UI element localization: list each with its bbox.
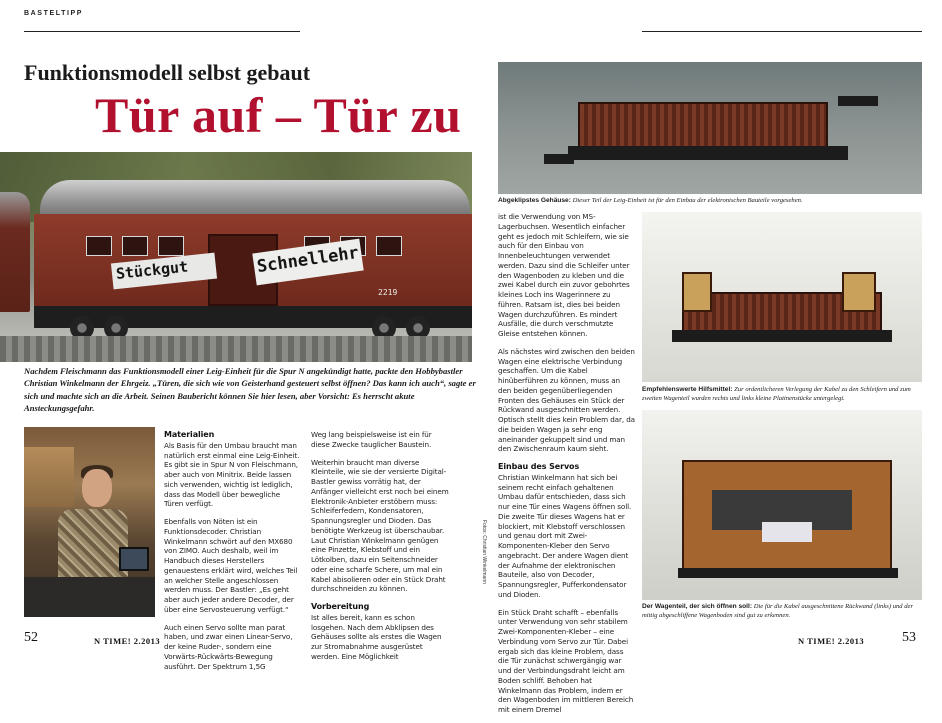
hero-car-number: 2219 [378, 288, 398, 297]
text-column-1 [164, 430, 301, 679]
paragraph: Weiterhin braucht man diverse Kleinteile, wie sie der versierte Digital-Bastler gewiss vorrätig hat, der Anfänger vielleicht erst noch bei einem Elektronik-Anbieter erstöbern muss: Schleiferfedern, Kondensatoren, Spannungsregler und Dioden. Das benötigte Werkzeug ist überschaubar. Laut Christian Winkelmann genügen eine Pinzette, Klebstoff und ein Lötkolben, dazu ein Seitenschneider oder eine scharfe Schere, um mal ein Kabel abisolieren oder ein Stück Draht durchschneiden zu können. [311, 457, 449, 594]
text-column-3 [498, 212, 635, 723]
paragraph: Auch einen Servo sollte man parat haben, und zwar einen Linear-Servo, der keine Ruder-, sondern eine Vorwärts-Rückwärts-Bewegung ausführt. Der Spektrum 1,5G [164, 622, 293, 671]
caption-photo-2 [642, 386, 922, 403]
issue-label-right: N TIME! 2.2013 [798, 636, 865, 646]
section-heading-einbau-des-servos: Einbau des Servos [498, 462, 580, 471]
caption-photo-3 [642, 603, 922, 620]
paragraph: Weg lang beispielsweise ist ein für diese Zwecke tauglicher Baustein. [311, 430, 432, 449]
hero-photo [0, 152, 472, 362]
article-subtitle: Funktionsmodell selbst gebaut [24, 60, 311, 85]
paragraph: Ein Stück Draht schafft – ebenfalls unter Verwendung von sehr stabilem Zwei-Komponenten-Kleber – eine Verbindung vom Servo zur Tür. Dabei ergab sich das kleine Problem, dass die Tür zunächst schwergängig war und der Verbindungsdraht leicht am Boden schliff. Behoben hat Winkelmann das Problem, indem er den Wagenboden im mittleren Bereich mit einem Dremel [498, 607, 634, 714]
caption-label: Empfehlenswerte Hilfsmittel: [642, 386, 733, 393]
caption-text: Dieser Teil der Leig-Einheit ist für den Einbau der elektronischen Bauteile vorgesehen. [572, 197, 803, 204]
article-headline: Tür auf – Tür zu [95, 87, 462, 143]
issue-label-left: N TIME! 2.2013 [94, 636, 161, 646]
paragraph: Als nächstes wird zwischen den beiden Wagen eine elektrische Verbindung geschaffen. Um die Kabel hinüberführen zu können, muss an den beiden gegenüberliegenden Fronten des Gehäuses ein Stück der Rückwand ausgeschnitten werden. Optisch stellt dies kein Problem dar, da die beiden Wagen ja sehr eng aneinander gekuppelt sind und man den Zwischenraum kaum sieht. [498, 346, 635, 454]
caption-label: Abgeklipstes Gehäuse: [498, 197, 571, 204]
paragraph: Ebenfalls von Nöten ist ein Funktionsdecoder. Christian Winkelmann schwört auf den MX680 von ZIMO. Auch deshalb, weil im Handbuch dieses Herstellers genauestens erklärt wird, welches Teil an welcher Stelle angeschlossen werden muss. Der Bastler: „Es geht aber auch jeder andere Decoder, der über eine Servosteuerung verfügt.“ [164, 517, 298, 614]
photo-flatcar-top [498, 62, 922, 194]
article-lead: Nachdem Fleischmann das Funktionsmodell einer Leig-Einheit für die Spur N angekündigt hatte, packte den Hobbybastler Christian Winkelmann der Ehrgeiz. „Türen, die sich wie von Geisterhand gesteuert selbst öffnen? Das kann ich auch“, sagte er sich und machte sich an die Arbeit. Seinen Baubericht können Sie hier lesen, aber Vorsicht: Es herrscht akute Ansteckungsgefahr. [24, 366, 476, 413]
paragraph: Christian Winkelmann hat sich bei seinem recht einfach gehaltenen Umbau dafür entschieden, dass sich nur eine Tür eines Wagens öffnen soll. Die zweite Tür dieses Wagens hat er blockiert, mit Klebstoff verschlossen und genau dort mit Zwei-Komponenten-Kleber den Servo angebracht. Der andere Wagen dient der Aufnahme der elektronischen Bauteile, also von Decoder, Spannungsregler, Pufferkondensator und Dioden. [498, 472, 632, 599]
caption-text: Die für die Kabel ausgeschnittene Rückwand (links) und der mittig abgeschliffene Wagenboden sind gut zu erkennen. [642, 603, 914, 619]
photo-wagon-interior [642, 410, 922, 600]
caption-text: Zur ordentlicheren Verlegung der Kabel zu den Schleifern und zum zweiten Wagenteil wurden rechts und links kleine Platinenstücke untergelegt. [642, 386, 911, 402]
photo-flatcar-wiring [642, 212, 922, 382]
paragraph: ist die Verwendung von MS-Lagerbuchsen. Wesentlich einfacher geht es jedoch mit Schleifern, wie sie auch für den Einbau von Innenbeleuchtungen verwendet werden. Dazu sind die Schleifer unter den Wagenboden zu kleben und die zwei Kabel durch ein zuvor gebohrtes kleines Loch ins Wagerinnere zu führen. Ratsam ist, dies bei beiden Wagen durchzuführen. Es mindert Ausfälle, die durch verschmutzte Gleise entstehen können. [498, 212, 630, 338]
text-column-2 [311, 430, 451, 670]
header-rule-right [642, 31, 922, 32]
caption-photo-1 [498, 197, 922, 206]
section-kicker: BASTELTIPP [24, 10, 84, 17]
paragraph: Als Basis für den Umbau braucht man natürlich erst einmal eine Leig-Einheit. Es gibt sie in Spur N von Fleischmann, aber auch von Minitrix. Beide lassen sich verwenden, wichtig ist lediglich, dass das Modell über bewegliche Türen verfügt. [164, 440, 300, 509]
hero-sign-right: Schnellehr [255, 242, 360, 278]
page-number-right: 53 [902, 630, 916, 645]
header-rule-left [24, 31, 300, 32]
hero-sign-left: Stückgut [115, 257, 189, 283]
author-portrait-photo [24, 427, 155, 617]
section-heading-materialien: Materialien [164, 430, 215, 439]
page-number-left: 52 [24, 630, 38, 645]
photo-credit: Fotos: Christian Winkelmann [481, 520, 487, 584]
paragraph: Ist alles bereit, kann es schon losgehen. Nach dem Abklipsen des Gehäuses sollte als erstes die Wagen zur Stromabnahme ausgerüstet werden. Eine Möglichkeit [311, 612, 442, 661]
caption-label: Der Wagenteil, der sich öffnen soll: [642, 603, 753, 610]
section-heading-vorbereitung: Vorbereitung [311, 602, 370, 611]
